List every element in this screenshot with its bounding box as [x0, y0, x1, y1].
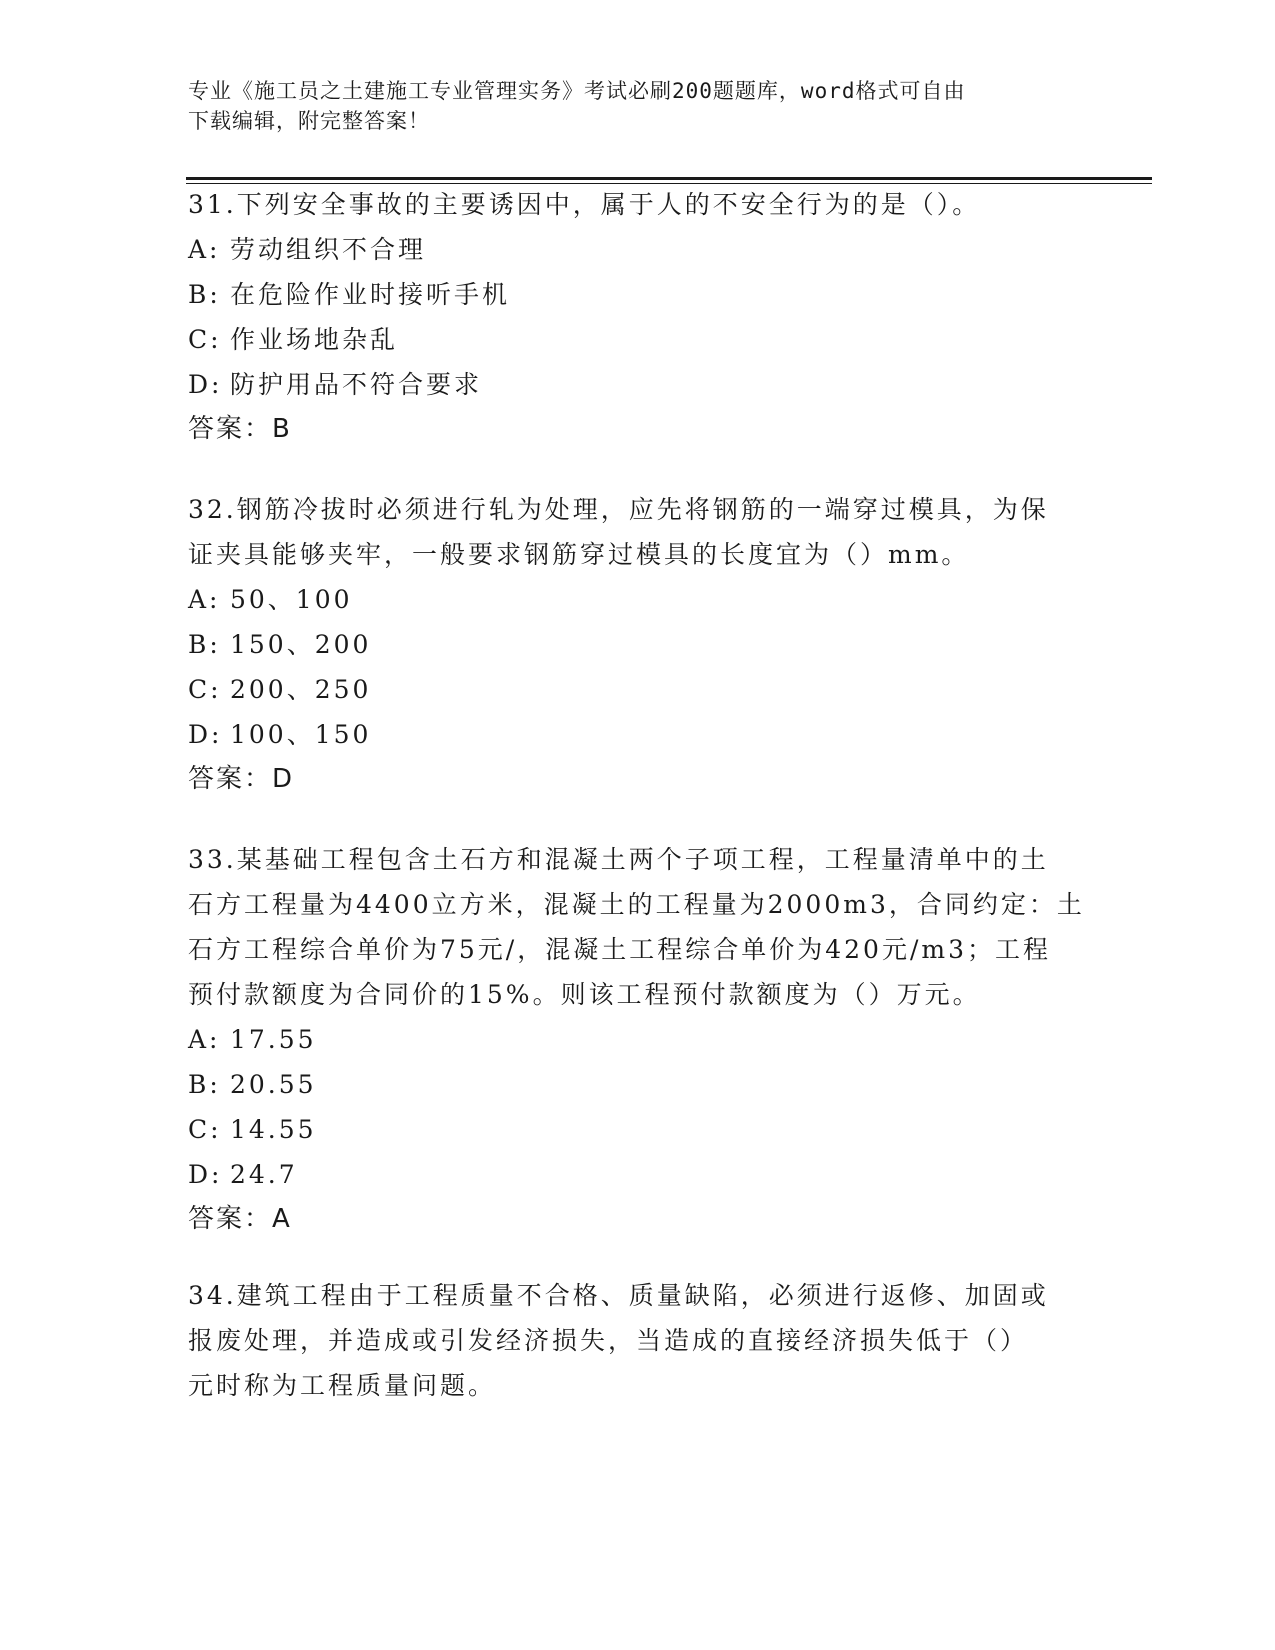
option-d [188, 1152, 1088, 1197]
option-b [188, 272, 1088, 317]
option-b [188, 622, 1088, 667]
option-letter: A: [188, 1025, 221, 1054]
answer-line: 答案：A [188, 1204, 292, 1234]
answer-line: 答案：B [188, 414, 292, 444]
header-line-2: 下载编辑，附完整答案！ [188, 109, 430, 133]
option-letter: B: [188, 1070, 221, 1099]
question-stem-line: 证夹具能够夹牢，一般要求钢筋穿过模具的长度宜为（）mm。 [188, 540, 970, 569]
option-a [188, 577, 1088, 622]
option-letter: A: [188, 585, 221, 614]
option-letter: C: [188, 675, 222, 704]
option-text: 劳动组织不合理 [230, 235, 427, 264]
question-stem-line: 34.建筑工程由于工程质量不合格、质量缺陷，必须进行返修、加固或 [188, 1281, 1049, 1310]
option-letter: D: [188, 370, 223, 399]
option-text: 20.55 [230, 1070, 317, 1099]
question-stem-line: 32.钢筋冷拔时必须进行轧为处理，应先将钢筋的一端穿过模具，为保 [188, 495, 1049, 524]
option-letter: B: [188, 630, 221, 659]
option-c [188, 667, 1088, 712]
option-text: 24.7 [230, 1160, 298, 1189]
header-divider-thick [186, 177, 1152, 180]
question-stem-line: 预付款额度为合同价的15%。则该工程预付款额度为（）万元。 [188, 980, 981, 1009]
option-d [188, 712, 1088, 757]
option-letter: A: [188, 235, 221, 264]
question-33 [188, 837, 1088, 1242]
answer-line: 答案：D [188, 764, 295, 794]
option-letter: D: [188, 1160, 223, 1189]
option-text: 17.55 [230, 1025, 317, 1054]
option-a [188, 227, 1088, 272]
option-letter: D: [188, 720, 223, 749]
option-letter: B: [188, 280, 221, 309]
option-text: 150、200 [230, 630, 372, 659]
option-letter: C: [188, 325, 222, 354]
option-c [188, 1107, 1088, 1152]
question-stem-line: 31.下列安全事故的主要诱因中，属于人的不安全行为的是（）。 [188, 190, 981, 219]
option-text: 50、100 [230, 585, 353, 614]
option-d [188, 362, 1088, 407]
question-stem-line: 报废处理，并造成或引发经济损失，当造成的直接经济损失低于（） [188, 1326, 1029, 1355]
option-text: 200、250 [230, 675, 372, 704]
question-31 [188, 182, 1088, 452]
question-stem-line: 元时称为工程质量问题。 [188, 1371, 497, 1400]
option-letter: C: [188, 1115, 222, 1144]
header-line-1: 专业《施工员之土建施工专业管理实务》考试必刷200题题库，word格式可自由 [188, 79, 966, 103]
option-text: 14.55 [230, 1115, 317, 1144]
option-b [188, 1062, 1088, 1107]
option-a [188, 1017, 1088, 1062]
question-32 [188, 487, 1088, 802]
option-c [188, 317, 1088, 362]
question-stem-line: 33.某基础工程包含土石方和混凝土两个子项工程，工程量清单中的土 [188, 845, 1049, 874]
question-stem-line: 石方工程综合单价为75元/，混凝土工程综合单价为420元/m3；工程 [188, 935, 1051, 964]
option-text: 作业场地杂乱 [230, 325, 399, 354]
option-text: 100、150 [230, 720, 372, 749]
option-text: 防护用品不符合要求 [230, 370, 483, 399]
option-text: 在危险作业时接听手机 [230, 280, 511, 309]
question-stem-line: 石方工程量为4400立方米，混凝土的工程量为2000m3，合同约定：土 [188, 890, 1085, 919]
question-34 [188, 1273, 1088, 1408]
document-header [188, 76, 1068, 136]
